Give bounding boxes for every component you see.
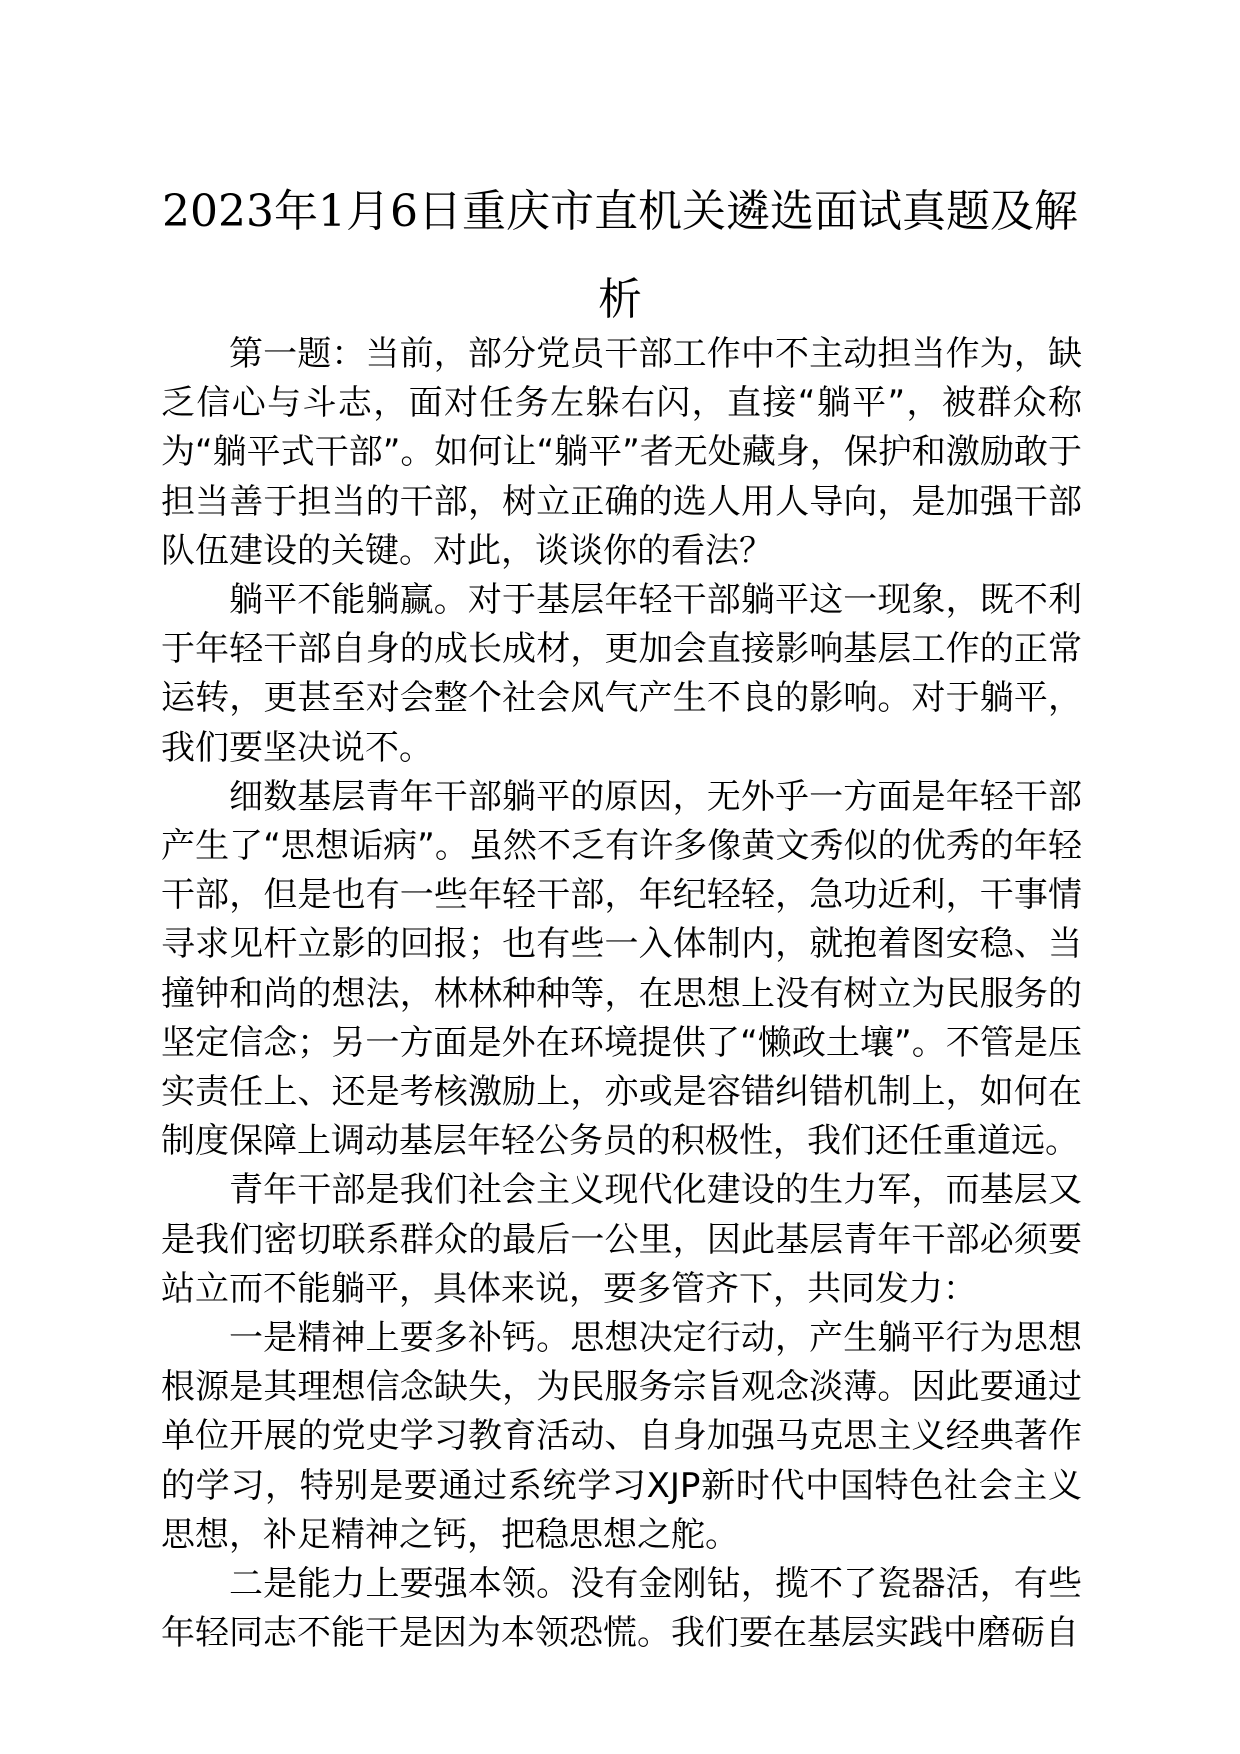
document-title: 2023年1月6日重庆市直机关遴选面试真题及解析 — [162, 186, 1078, 325]
paragraph-intro: 躺平不能躺赢。对于基层年轻干部躺平这一现象，既不利于年轻干部自身的成长成材，更加会直接影响基层工作的正常运转，更甚至对会整个社会风气产生不良的影响。对于躺平，我们要坚决说不。 — [161, 580, 1082, 768]
document-body — [161, 330, 1082, 1658]
paragraph-question: 第一题：当前，部分党员干部工作中不主动担当作为，缺乏信心与斗志，面对任务左躲右闪，直接“躺平”，被群众称为“躺平式干部”。如何让“躺平”者无处藏身，保护和激励敢于担当善于担当的干部，树立正确的选人用人导向，是加强干部队伍建设的关键。对此，谈谈你的看法？ — [161, 334, 1082, 571]
paragraph-measure-two: 二是能力上要强本领。没有金刚钻，揽不了瓷器活，有些年轻同志不能干是因为本领恐慌。我们要在基层实践中磨砺自 — [161, 1564, 1082, 1654]
paragraph-measure-one: 一是精神上要多补钙。思想决定行动，产生躺平行为思想根源是其理想信念缺失，为民服务宗旨观念淡薄。因此要通过单位开展的党史学习教育活动、自身加强马克思主义经典著作的学习，特别是要通过系统学习XJP新时代中国特色社会主义思想，补足精神之钙，把稳思想之舵。 — [161, 1318, 1082, 1555]
paragraph-causes: 细数基层青年干部躺平的原因，无外乎一方面是年轻干部产生了“思想诟病”。虽然不乏有许多像黄文秀似的优秀的年轻干部，但是也有一些年轻干部，年纪轻轻，急功近利，干事情寻求见杆立影的回报；也有些一入体制内，就抱着图安稳、当撞钟和尚的想法，林林种种等，在思想上没有树立为民服务的坚定信念；另一方面是外在环境提供了“懒政土壤”。不管是压实责任上、还是考核激励上，亦或是容错纠错机制上，如何在制度保障上调动基层年轻公务员的积极性，我们还任重道远。 — [161, 776, 1082, 1162]
paragraph-transition: 青年干部是我们社会主义现代化建设的生力军，而基层又是我们密切联系群众的最后一公里，因此基层青年干部必须要站立而不能躺平，具体来说，要多管齐下，共同发力： — [161, 1170, 1082, 1309]
